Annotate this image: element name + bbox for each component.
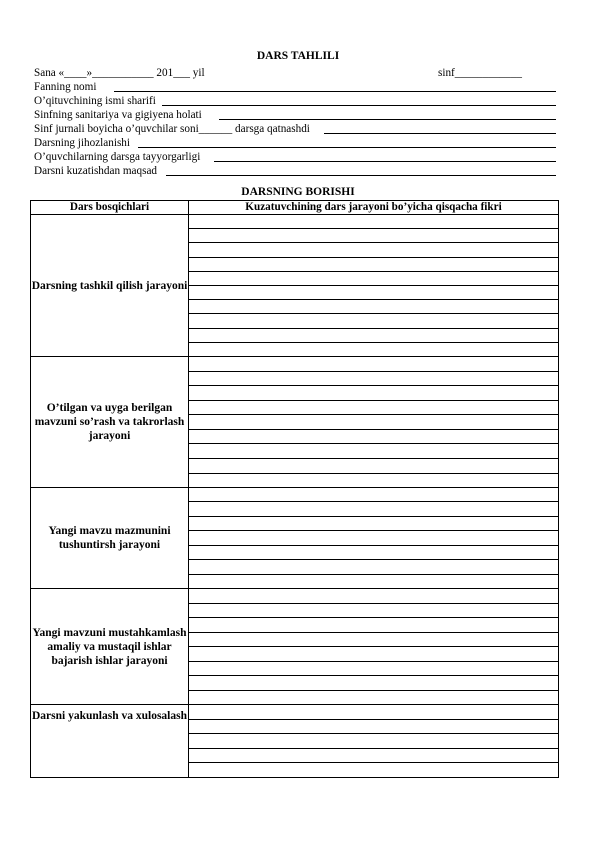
note-lines[interactable] bbox=[189, 488, 558, 588]
stage-organization: Darsning tashkil qilish jarayoni bbox=[31, 215, 189, 357]
purpose-label: Darsni kuzatishdan maqsad bbox=[34, 165, 158, 177]
notes-cell[interactable] bbox=[189, 488, 559, 589]
table-row bbox=[31, 488, 559, 589]
stage-new-topic: Yangi mavzu mazmunini tushuntirsh jarayoni bbox=[31, 488, 189, 589]
attendance-blank[interactable] bbox=[324, 133, 556, 134]
note-lines[interactable] bbox=[189, 589, 558, 704]
date-label: Sana «____»___________ 201___ yil bbox=[34, 67, 205, 79]
sanitary-label: Sinfning sanitariya va gigiyena holati bbox=[34, 109, 202, 121]
class-label: sinf____________ bbox=[438, 67, 522, 79]
preparedness-line[interactable] bbox=[34, 150, 556, 164]
lesson-progress-table bbox=[30, 200, 559, 778]
attendance-line[interactable] bbox=[34, 122, 556, 136]
notes-cell[interactable] bbox=[189, 357, 559, 488]
stage-conclusion: Darsni yakunlash va xulosalash bbox=[31, 705, 189, 778]
teacher-name-line[interactable] bbox=[34, 94, 556, 108]
observer-notes-header: Kuzatuvchining dars jarayoni bo’yicha qisqacha fikri bbox=[189, 201, 559, 215]
note-lines[interactable] bbox=[189, 215, 558, 356]
attendance-label: Sinf jurnali boyicha o’quvchilar soni______ darsga qatnashdi bbox=[34, 123, 310, 135]
table-row bbox=[31, 589, 559, 705]
table-row bbox=[31, 215, 559, 357]
subject-label: Fanning nomi bbox=[34, 81, 97, 93]
date-class-line bbox=[34, 66, 556, 80]
teacher-name-label: O’qituvchining ismi sharifi bbox=[34, 95, 156, 107]
stage-reinforcement: Yangi mavzuni mustahkamlash amaliy va mustaqil ishlar bajarish ishlar jarayoni bbox=[31, 589, 189, 705]
notes-cell[interactable] bbox=[189, 215, 559, 357]
table-row bbox=[31, 705, 559, 778]
sanitary-blank[interactable] bbox=[219, 119, 556, 120]
equipment-line[interactable] bbox=[34, 136, 556, 150]
notes-cell[interactable] bbox=[189, 705, 559, 778]
subject-blank[interactable] bbox=[114, 91, 556, 92]
form-title: DARS TAHLILI bbox=[256, 50, 340, 62]
section-title: DARSNING BORISHI bbox=[241, 186, 355, 198]
note-lines[interactable] bbox=[189, 357, 558, 487]
note-lines[interactable] bbox=[189, 705, 558, 777]
purpose-blank[interactable] bbox=[166, 175, 556, 176]
preparedness-blank[interactable] bbox=[214, 161, 556, 162]
equipment-blank[interactable] bbox=[138, 147, 556, 148]
sanitary-line[interactable] bbox=[34, 108, 556, 122]
table-row bbox=[31, 357, 559, 488]
stages-header: Dars bosqichlari bbox=[31, 201, 189, 215]
subject-line[interactable] bbox=[34, 80, 556, 94]
table-header-row bbox=[31, 201, 559, 215]
stage-review: O’tilgan va uyga berilgan mavzuni so’rash va takrorlash jarayoni bbox=[31, 357, 189, 488]
teacher-name-blank[interactable] bbox=[162, 105, 556, 106]
notes-cell[interactable] bbox=[189, 589, 559, 705]
equipment-label: Darsning jihozlanishi bbox=[34, 137, 131, 149]
purpose-line[interactable] bbox=[34, 164, 556, 178]
preparedness-label: O’quvchilarning darsga tayyorgarligi bbox=[34, 151, 201, 163]
